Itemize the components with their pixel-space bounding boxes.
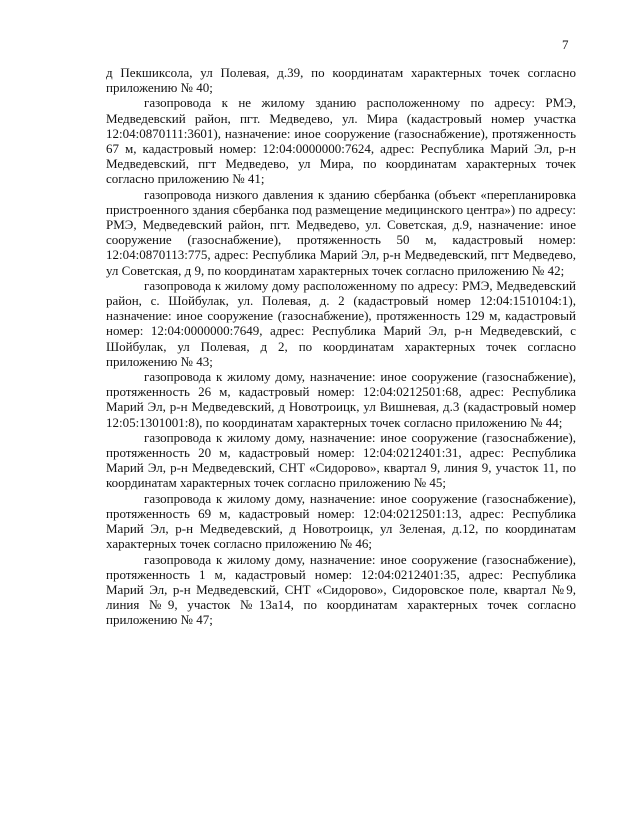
paragraph: газопровода низкого давления к зданию сбербанка (объект «перепланировка пристроенного здания сбербанка под размещение медицинского центра») по адресу: РМЭ, Медведевский район, пгт. Медведево, ул. Советская, д.9, назначение: иное сооружение (газоснабжение), протяженность 50 м, кадастровый номер: 12:04:0870113:775, адрес: Республика Марий Эл, р-н Медведевский, пгт Медведево, ул Советская, д 9, по координатам характерных точек согласно приложению № 42; xyxy=(106,186,576,278)
paragraph: газопровода к жилому дому, назначение: иное сооружение (газоснабжение), протяженность 1 м, кадастровый номер: 12:04:0212401:35, адрес: Республика Марий Эл, р-н Медведевский, СНТ «Сидорово», Сидоровское поле, квартал №9, линия №9, участок №13а14, по координатам характерных точек согласно приложению № 47; xyxy=(106,551,576,628)
paragraph: газопровода к жилому дому, назначение: иное сооружение (газоснабжение), протяженность 69 м, кадастровый номер: 12:04:0212501:13, адрес: Республика Марий Эл, р-н Медведевский, д Новотроицк, ул Зеленая, д.12, по координатам характерных точек согласно приложению № 46; xyxy=(106,490,576,552)
paragraph: газопровода к жилому дому, назначение: иное сооружение (газоснабжение), протяженность 20 м, кадастровый номер: 12:04:0212401:31, адрес: Республика Марий Эл, р-н Медведевский, СНТ «Сидорово», квартал 9, линия 9, участок 11, по координатам характерных точек согласно приложению № 45; xyxy=(106,429,576,491)
document-body xyxy=(106,65,576,628)
paragraph: д Пекшиксола, ул Полевая, д.39, по координатам характерных точек согласно приложению № 40; xyxy=(106,65,576,96)
paragraph: газопровода к жилому дому, назначение: иное сооружение (газоснабжение), протяженность 26 м, кадастровый номер: 12:04:0212501:68, адрес: Республика Марий Эл, р-н Медведевский, д Новотроицк, ул Вишневая, д.3 (кадастровый номер 12:05:1301001:8), по координатам характерных точек согласно приложению № 44; xyxy=(106,369,576,430)
paragraph: газопровода к жилому дому расположенному по адресу: РМЭ, Медведевский район, с. Шойбулак, ул. Полевая, д. 2 (кадастровый номер 12:04:1510104:1), назначение: иное сооружение (газоснабжение), протяженность 129 м, кадастровый номер: 12:04:0000000:7649, адрес: Республика Марий Эл, р-н Медведевский, с Шойбулак, ул Полевая, д 2, по координатам характерных точек согласно приложению № 43; xyxy=(106,277,576,369)
page-number: 7 xyxy=(562,37,569,52)
paragraph: газопровода к не жилому зданию расположенному по адресу: РМЭ, Медведевский район, пгт. Медведево, ул. Мира (кадастровый номер участка 12:04:0870111:3601), назначение: иное сооружение (газоснабжение), протяженность 67 м, кадастровый номер: 12:04:0000000:7624, адрес: Республика Марий Эл, р-н Медведевский, пгт Медведево, ул Мира, по координатам характерных точек согласно приложению № 41; xyxy=(106,95,576,187)
